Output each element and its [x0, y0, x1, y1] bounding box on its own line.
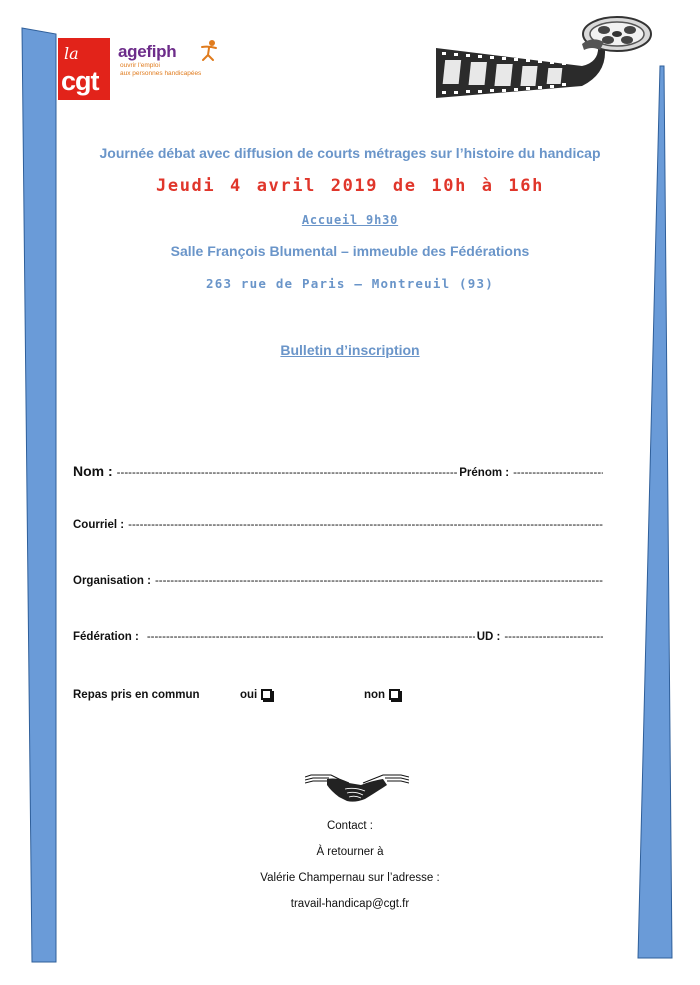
federation-label: Fédération : — [73, 631, 139, 643]
meal-no-checkbox-icon[interactable] — [389, 689, 400, 700]
address: 263 rue de Paris – Montreuil (93) — [206, 276, 494, 291]
reception-time: Accueil 9h30 — [301, 213, 399, 227]
agefiph-brand: agefiph — [118, 42, 177, 61]
organisation-field[interactable] — [151, 575, 603, 587]
event-title: Journée débat avec diffusion de courts métrages sur l’histoire du handicap — [99, 145, 601, 161]
form-heading-wrapper — [0, 342, 700, 358]
cgt-logo — [58, 38, 110, 100]
agefiph-logo — [118, 42, 218, 82]
organisation-label: Organisation : — [73, 575, 151, 587]
cgt-logo-la: la — [64, 44, 79, 63]
name-field[interactable] — [113, 467, 458, 479]
film-reel-icon — [432, 14, 662, 106]
person-icon — [199, 38, 219, 62]
contact-email[interactable]: travail-handicap@cgt.fr — [290, 898, 410, 910]
contact-label: Contact : — [326, 820, 374, 832]
email-field[interactable] — [124, 519, 603, 531]
name-row — [73, 463, 603, 479]
meal-row — [73, 689, 473, 709]
email-row — [73, 519, 603, 531]
ud-field[interactable] — [500, 631, 603, 643]
venue: Salle François Blumental – immeuble des Fédérations — [170, 243, 530, 259]
meal-no-option[interactable] — [364, 689, 400, 701]
cgt-logo-word: cgt — [61, 66, 99, 96]
firstname-label: Prénom : — [459, 467, 510, 479]
meal-yes-option[interactable] — [240, 689, 272, 701]
reception-time-wrapper — [0, 213, 700, 227]
return-to-label: À retourner à — [316, 846, 384, 858]
federation-field[interactable] — [139, 631, 475, 643]
ud-label: UD : — [476, 631, 501, 643]
event-date: Jeudi 4 avril 2019 de 10h à 16h — [156, 176, 544, 196]
organisation-row — [73, 575, 603, 587]
agefiph-tagline-1: ouvrir l'emploi — [120, 62, 160, 69]
name-label: Nom : — [73, 463, 113, 479]
federation-row — [73, 631, 603, 643]
meal-label: Repas pris en commun — [73, 689, 200, 701]
meal-no-label: non — [364, 689, 386, 701]
firstname-field[interactable] — [509, 467, 603, 479]
handshake-icon — [305, 771, 409, 805]
contact-person: Valérie Champernau sur l’adresse : — [260, 872, 440, 884]
meal-yes-label: oui — [240, 689, 258, 701]
email-label: Courriel : — [73, 519, 125, 531]
form-heading: Bulletin d’inscription — [280, 342, 420, 358]
meal-yes-checkbox-icon[interactable] — [261, 689, 272, 700]
agefiph-tagline-2: aux personnes handicapées — [120, 70, 202, 77]
